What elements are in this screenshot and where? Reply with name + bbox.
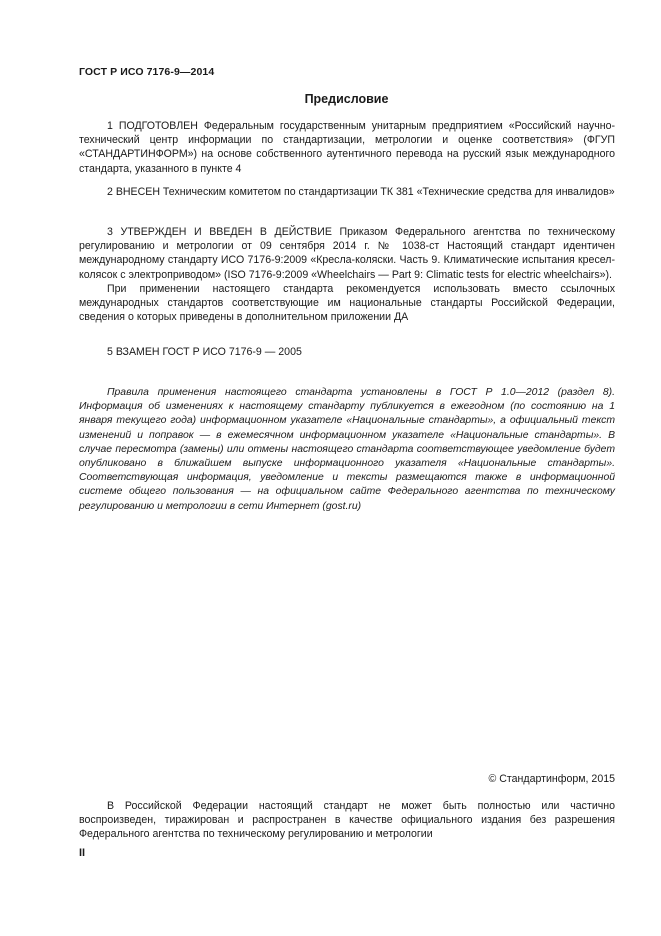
page-title: Предисловие: [304, 92, 389, 106]
foreword-item-2: [79, 185, 615, 199]
foreword-item-1: [79, 119, 615, 176]
reproduction-notice: [79, 799, 615, 842]
foreword-item-1-text: 1 ПОДГОТОВЛЕН Федеральным государственным унитарным предприятием «Российский научно-технический центр информации по стандартизации, метрологии и оценке соответствия» (ФГУП «СТАНДАРТИНФОРМ») на основе собственного аутентичного перевода на русский язык международного стандарта, указанного в пункте 4: [79, 120, 615, 175]
standard-code-header: ГОСТ Р ИСО 7176-9—2014: [79, 66, 215, 78]
reproduction-notice-text: В Российской Федерации настоящий стандарт не может быть полностью или частично воспроизведен, тиражирован и распространен в качестве официального издания без разрешения Федерального агентства по техническому регулированию и метрологии: [79, 800, 615, 841]
foreword-item-3-text: 3 УТВЕРЖДЕН И ВВЕДЕН В ДЕЙСТВИЕ Приказом Федерального агентства по техническому регулированию и метрологии от 09 сентября 2014 г. № 1038-ст Настоящий стандарт идентичен международному стандарту ИСО 7176-9:2009 «Кресла-коляски. Часть 9. Климатические испытания кресел-колясок с электроприводом» (ISO 7176-9:2009 «Wheelchairs — Part 9: Climatic tests for electric wheelchairs»).: [79, 226, 615, 281]
foreword-item-5-text: 5 ВЗАМЕН ГОСТ Р ИСО 7176-9 — 2005: [107, 346, 302, 358]
rules-note-text: Правила применения настоящего стандарта установлены в ГОСТ Р 1.0—2012 (раздел 8). Информация об изменениях к настоящему стандарту публикуется в ежегодном (по состоянию на 1 января текущего года) информационном указателе «Национальные стандарты», а официальный текст изменений и поправок — в ежемесячном информационном указателе «Национальные стандарты». В случае пересмотра (замены) или отмены настоящего стандарта соответствующее уведомление будет опубликовано в ближайшем выпуске информационного указателя «Национальные стандарты». Соответствующая информация, уведомление и тексты размещаются также в информационной системе общего пользования — на официальном сайте Федерального агентства по техническому регулированию и метрологии в сети Интернет (gost.ru): [79, 387, 615, 512]
foreword-item-3-note: При применении настоящего стандарта рекомендуется использовать вместо ссылочных международных стандартов соответствующие им национальные стандарты Российской Федерации, сведения о которых приведены в дополнительном приложении ДА: [79, 282, 615, 324]
page-number: II: [79, 847, 86, 859]
foreword-item-3: [79, 225, 615, 324]
copyright-line: © Стандартинформ, 2015: [488, 773, 615, 785]
rules-of-application-note: [79, 386, 615, 514]
foreword-item-5: [79, 345, 615, 359]
foreword-item-2-text: 2 ВНЕСЕН Техническим комитетом по стандартизации ТК 381 «Технические средства для инвалидов»: [107, 186, 615, 198]
